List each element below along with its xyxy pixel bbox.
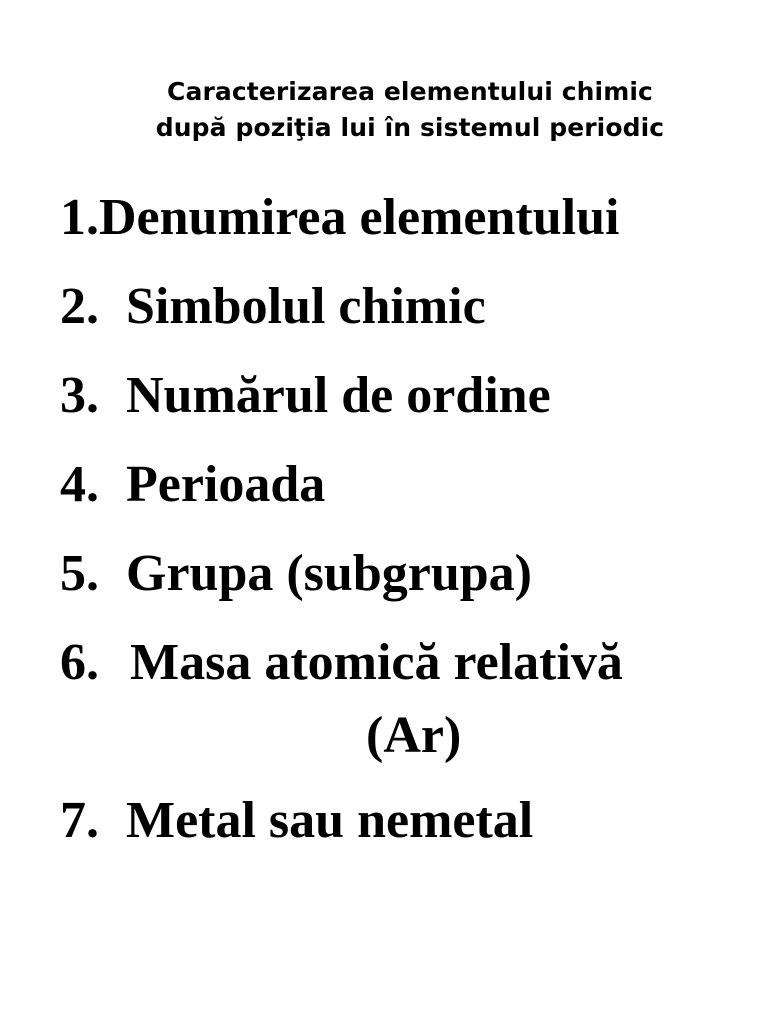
list-item	[60, 366, 551, 426]
list-item	[60, 791, 533, 851]
list-item-number: 3.	[60, 367, 99, 424]
list-item-label: Denumirea elementului	[99, 189, 620, 246]
list-item-number: 2.	[60, 278, 99, 335]
list-item-number: 7.	[60, 792, 99, 849]
list-item-continuation: (Ar)	[366, 707, 462, 764]
list-item-number: 5.	[60, 545, 99, 602]
list-item-number: 1.	[60, 189, 99, 246]
list-item-label: Metal sau nemetal	[126, 792, 534, 849]
list-item-label: Simbolul chimic	[126, 278, 486, 335]
list-item-label: Numărul de ordine	[126, 367, 551, 424]
title-line-1: Caracterizarea elementului chimic	[167, 77, 653, 106]
list-item	[60, 455, 325, 515]
list-item-label: Grupa (subgrupa)	[126, 545, 532, 602]
list-item-number: 4.	[60, 456, 99, 513]
list-item	[60, 188, 619, 248]
document-title	[0, 74, 768, 146]
list-item-label: Perioada	[126, 456, 326, 513]
list-item-label: Masa atomică relativă	[130, 634, 623, 691]
title-line-2: după poziţia lui în sistemul periodic	[155, 113, 665, 142]
list-item	[60, 277, 486, 337]
list-item	[60, 544, 532, 604]
list-item	[60, 633, 623, 693]
list-item-number: 6.	[60, 634, 99, 691]
